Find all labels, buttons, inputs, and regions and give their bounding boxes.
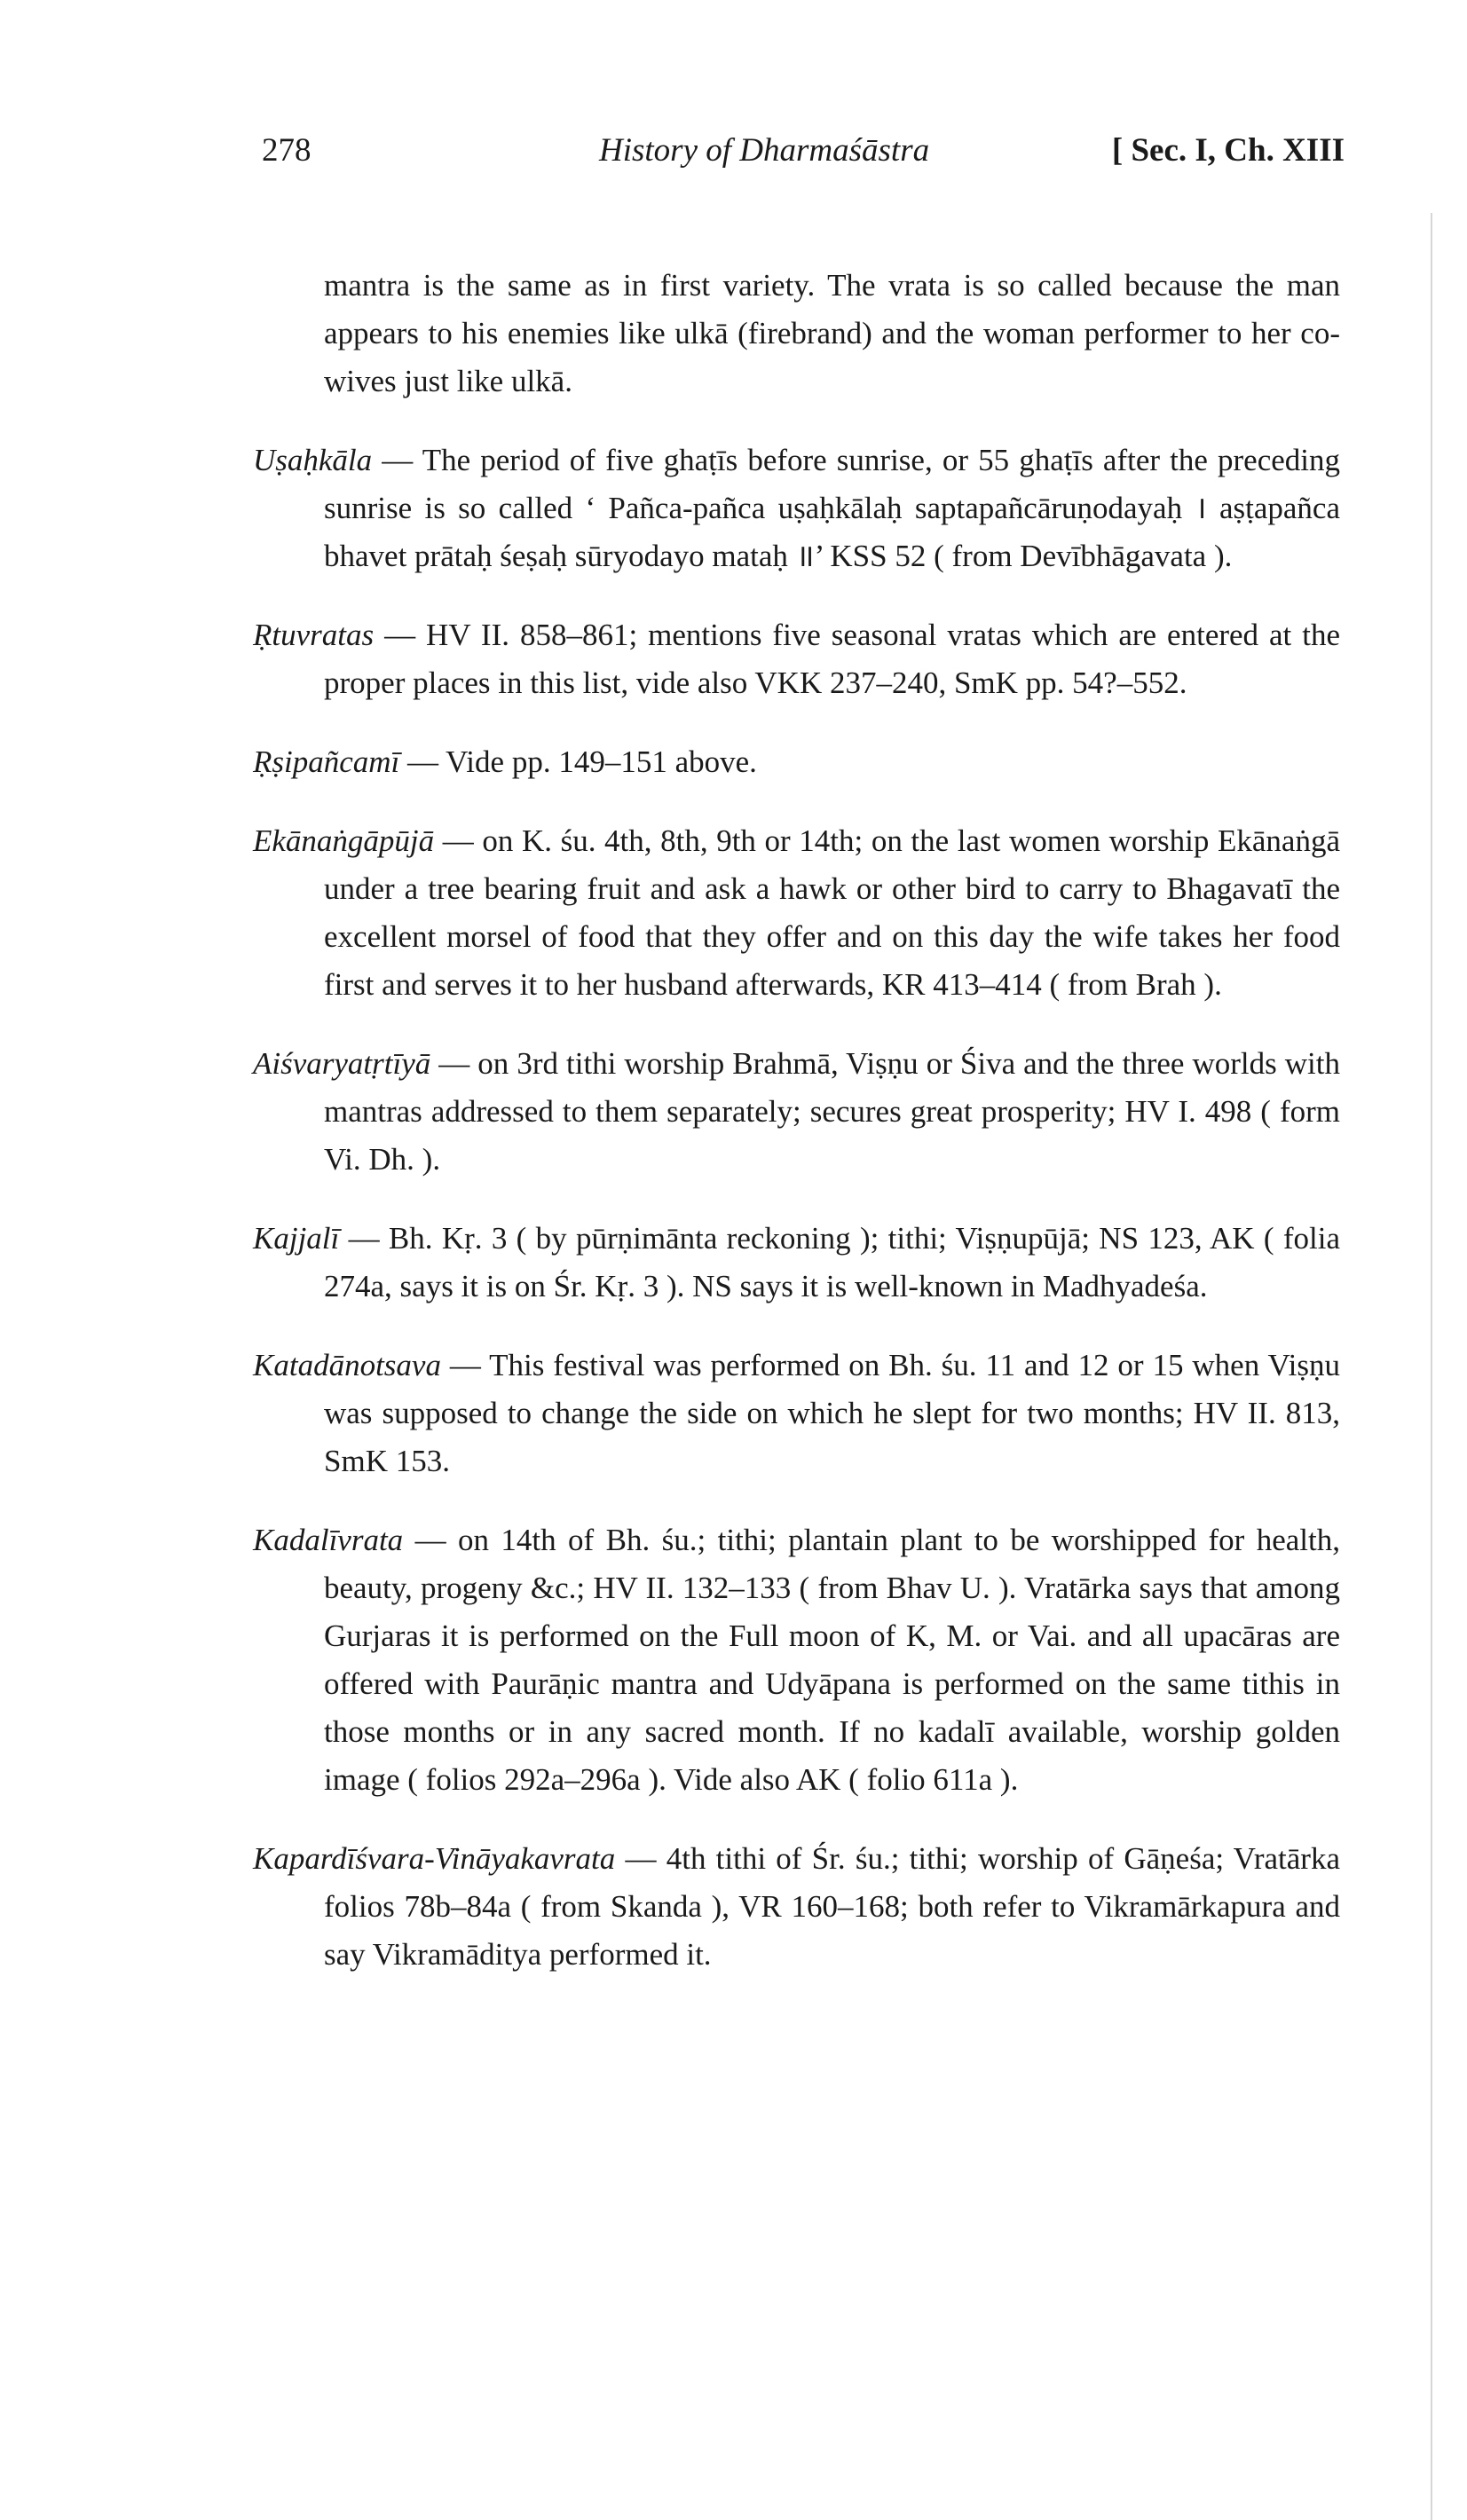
entry-term: Ekānaṅgāpūjā (253, 823, 435, 858)
glossary-entry (253, 1516, 1340, 1804)
entry-term: Katadānotsava (253, 1348, 441, 1382)
continuation-paragraph: mantra is the same as in first variety. The vrata is so called because the man appears to his enemies like ulkā (firebrand) and the woman performer to her co-wives just like ulkā. (324, 268, 1340, 398)
page-body (253, 231, 1340, 1995)
entry-text: — HV II. 858–861; mentions five seasonal vratas which are entered at the proper places in this list, vide also VKK 237–240, SmK pp. 54?–552. (324, 618, 1340, 700)
section-reference: [ Sec. I, Ch. XIII (1111, 132, 1345, 169)
entry-term: Kadalīvrata (253, 1523, 404, 1557)
glossary-entry (253, 611, 1340, 707)
entry-text: — 4th tithi of Śr. śu.; tithi; worship of Gāṇeśa; Vratārka folios 78b–84a ( from Skanda ), VR 160–168; both refer to Vikramārkapura and say Vikramāditya performed it. (324, 1841, 1340, 1972)
entry-term: Aiśvaryatṛtīyā (253, 1046, 431, 1081)
entry-term: Ṛtuvratas (253, 618, 375, 652)
glossary-entry (253, 738, 1340, 786)
entry-term: Uṣaḥkāla (253, 443, 373, 477)
glossary-entry (253, 1215, 1340, 1311)
entry-text: — Vide pp. 149–151 above. (399, 744, 757, 779)
entry-text: — on K. śu. 4th, 8th, 9th or 14th; on the last women worship Ekānaṅgā under a tree bearing fruit and ask a hawk or other bird to carry to Bhagavatī the excellent morsel of food that they offer and on this day the wife takes her food first and serves it to her husband afterwards, KR 413–414 ( from Brah ). (324, 823, 1340, 1002)
entry-text: — The period of five ghaṭīs before sunrise, or 55 ghaṭīs after the preceding sunrise is so called ‘ Pañca-pañca uṣaḥkālaḥ saptapañcāruṇodayaḥ । aṣṭapañca bhavet prātaḥ śeṣaḥ sūryodayo mataḥ ॥’ KSS 52 ( from Devībhāgavata ). (324, 443, 1340, 573)
entry-text: — on 3rd tithi worship Brahmā, Viṣṇu or Śiva and the three worlds with mantras addressed to them separately; secures great prosperity; HV I. 498 ( form Vi. Dh. ). (324, 1046, 1340, 1177)
glossary-entry (253, 1835, 1340, 1979)
page-number: 278 (262, 132, 312, 169)
glossary-entry (253, 1040, 1340, 1184)
entry-term: Kajjalī (253, 1221, 340, 1256)
entry-term: Kapardīśvara-Vināyakavrata (253, 1841, 616, 1876)
entry-text: — on 14th of Bh. śu.; tithi; plantain plant to be worshipped for health, beauty, progeny &c.; HV II. 132–133 ( from Bhav U. ). Vratārka says that among Gurjaras it is performed on the Full moon of K, M. or Vai. and all upacāras are offered with Paurāṇic mantra and Udyāpana is performed on the same tithis in those months or in any sacred month. If no kadalī available, worship golden image ( folios 292a–296a ). Vide also AK ( folio 611a ). (324, 1523, 1340, 1797)
glossary-entry (253, 437, 1340, 580)
page-edge-rule (1431, 213, 1432, 2520)
page-header (262, 131, 1345, 185)
entry-text: — Bh. Kṛ. 3 ( by pūrṇimānta reckoning ); tithi; Viṣṇupūjā; NS 123, AK ( folia 274a, says it is on Śr. Kṛ. 3 ). NS says it is well-known in Madhyadeśa. (324, 1221, 1340, 1303)
running-title: History of Dharmaśāstra (599, 132, 930, 169)
entry-text: — This festival was performed on Bh. śu. 11 and 12 or 15 when Viṣṇu was supposed to change the side on which he slept for two months; HV II. 813, SmK 153. (324, 1348, 1340, 1478)
glossary-entry (253, 817, 1340, 1009)
glossary-entry (253, 1342, 1340, 1485)
entry-term: Ṛṣipañcamī (253, 744, 400, 779)
